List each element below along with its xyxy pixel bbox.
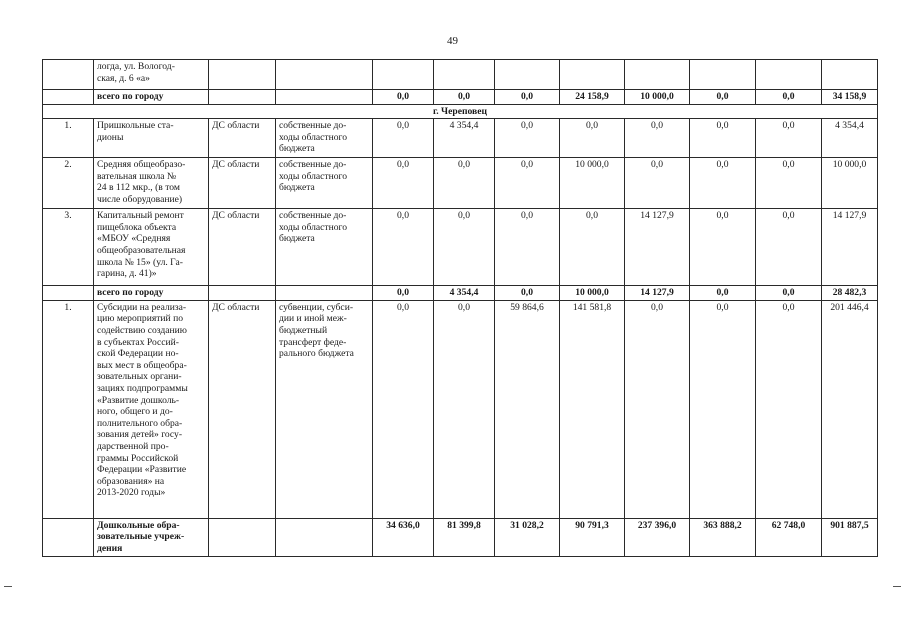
row-funding-source: собственные до- ходы областного бюджета (276, 119, 373, 158)
row-funding-source (276, 518, 373, 556)
row-customer: ДС области (209, 209, 276, 286)
row-funding-source: собственные до- ходы областного бюджета (276, 209, 373, 286)
row-funding-source (276, 90, 373, 105)
table-row (43, 300, 878, 518)
row-value: 0,0 (756, 209, 822, 286)
row-value: 0,0 (495, 209, 560, 286)
row-number (43, 518, 94, 556)
row-funding-source (276, 60, 373, 90)
row-value: 0,0 (495, 119, 560, 158)
row-value: 0,0 (690, 300, 756, 518)
row-value: 0,0 (434, 209, 495, 286)
row-value: 0,0 (625, 119, 690, 158)
row-value: 4 354,4 (434, 286, 495, 301)
row-number (43, 90, 94, 105)
row-name: Средняя общеобразо- вательная школа № 24 в 112 мкр., (в том числе оборудование) (94, 158, 209, 209)
row-value: 14 127,9 (625, 209, 690, 286)
row-value: 10 000,0 (560, 286, 625, 301)
row-number: 2. (43, 158, 94, 209)
row-name: Дошкольные обра- зовательные учреж- дения (94, 518, 209, 556)
table-row (43, 119, 878, 158)
table-row (43, 158, 878, 209)
row-customer (209, 60, 276, 90)
row-value: 363 888,2 (690, 518, 756, 556)
row-value: 34 158,9 (822, 90, 878, 105)
row-value: 0,0 (373, 90, 434, 105)
row-number (43, 286, 94, 301)
row-value: 0,0 (690, 158, 756, 209)
row-value: 237 396,0 (625, 518, 690, 556)
table-row (43, 518, 878, 556)
row-value: 0,0 (495, 286, 560, 301)
row-value (690, 60, 756, 90)
row-value: 0,0 (625, 158, 690, 209)
row-value (373, 60, 434, 90)
row-value: 0,0 (373, 209, 434, 286)
city-header-row (43, 104, 878, 119)
row-value (434, 60, 495, 90)
row-value: 10 000,0 (625, 90, 690, 105)
row-customer: ДС области (209, 158, 276, 209)
row-value: 0,0 (756, 158, 822, 209)
row-number: 3. (43, 209, 94, 286)
row-customer: ДС области (209, 119, 276, 158)
row-value: 0,0 (756, 119, 822, 158)
row-value: 0,0 (756, 90, 822, 105)
row-name: всего по городу (94, 90, 209, 105)
row-value: 0,0 (373, 300, 434, 518)
row-name: логда, ул. Вологод- ская, д. 6 «а» (94, 60, 209, 90)
row-funding-source: субвенции, субси- дии и иной меж- бюджетный трансферт феде- рального бюджета (276, 300, 373, 518)
page-number: 49 (447, 35, 458, 47)
row-value (625, 60, 690, 90)
row-value: 62 748,0 (756, 518, 822, 556)
row-value: 14 127,9 (625, 286, 690, 301)
row-value: 4 354,4 (434, 119, 495, 158)
margin-mark-left (4, 586, 12, 587)
row-value: 10 000,0 (560, 158, 625, 209)
row-name: Капитальный ремонт пищеблока объекта «МБОУ «Средняя общеобразовательная школа № 15» (ул. Га- гарина, д. 41)» (94, 209, 209, 286)
row-value (756, 60, 822, 90)
row-value: 24 158,9 (560, 90, 625, 105)
row-value: 0,0 (756, 300, 822, 518)
row-value: 0,0 (560, 209, 625, 286)
row-value: 0,0 (434, 158, 495, 209)
row-value: 0,0 (495, 90, 560, 105)
row-value: 0,0 (756, 286, 822, 301)
row-value: 901 887,5 (822, 518, 878, 556)
row-value: 0,0 (434, 300, 495, 518)
row-value: 0,0 (690, 286, 756, 301)
row-name: Пришкольные ста- дионы (94, 119, 209, 158)
budget-table (42, 59, 878, 557)
row-funding-source (276, 286, 373, 301)
row-value (495, 60, 560, 90)
row-value: 0,0 (434, 90, 495, 105)
row-value: 0,0 (373, 119, 434, 158)
table-row (43, 90, 878, 105)
row-customer (209, 286, 276, 301)
row-value: 14 127,9 (822, 209, 878, 286)
row-value: 4 354,4 (822, 119, 878, 158)
row-value: 0,0 (373, 286, 434, 301)
row-name: Субсидии на реализа- цию мероприятий по содействию созданию в субъектах Россий- ской Федерации но- вых мест в общеобра- зовательных органи- зациях подпрограммы «Развитие дошколь- ного, общего и до- полнительного обра- зования детей» госу- дарственной про- граммы Российской Федерации «Развитие образования» на 2013-2020 годы» (94, 300, 209, 518)
table-row (43, 209, 878, 286)
row-funding-source: собственные до- ходы областного бюджета (276, 158, 373, 209)
row-value: 10 000,0 (822, 158, 878, 209)
row-value: 0,0 (690, 90, 756, 105)
table-row (43, 60, 878, 90)
row-value: 201 446,4 (822, 300, 878, 518)
row-number (43, 60, 94, 90)
row-number: 1. (43, 300, 94, 518)
table-row (43, 286, 878, 301)
row-number: 1. (43, 119, 94, 158)
row-name: всего по городу (94, 286, 209, 301)
row-value: 0,0 (690, 119, 756, 158)
row-value (822, 60, 878, 90)
row-customer: ДС области (209, 300, 276, 518)
row-value: 141 581,8 (560, 300, 625, 518)
row-value: 31 028,2 (495, 518, 560, 556)
row-value: 0,0 (560, 119, 625, 158)
row-value: 90 791,3 (560, 518, 625, 556)
row-value: 81 399,8 (434, 518, 495, 556)
row-value: 0,0 (625, 300, 690, 518)
row-value: 0,0 (495, 158, 560, 209)
city-header: г. Череповец (43, 104, 878, 119)
row-value: 28 482,3 (822, 286, 878, 301)
row-value: 0,0 (690, 209, 756, 286)
row-customer (209, 90, 276, 105)
row-value (560, 60, 625, 90)
row-value: 59 864,6 (495, 300, 560, 518)
row-customer (209, 518, 276, 556)
margin-mark-right (893, 586, 901, 587)
row-value: 34 636,0 (373, 518, 434, 556)
row-value: 0,0 (373, 158, 434, 209)
